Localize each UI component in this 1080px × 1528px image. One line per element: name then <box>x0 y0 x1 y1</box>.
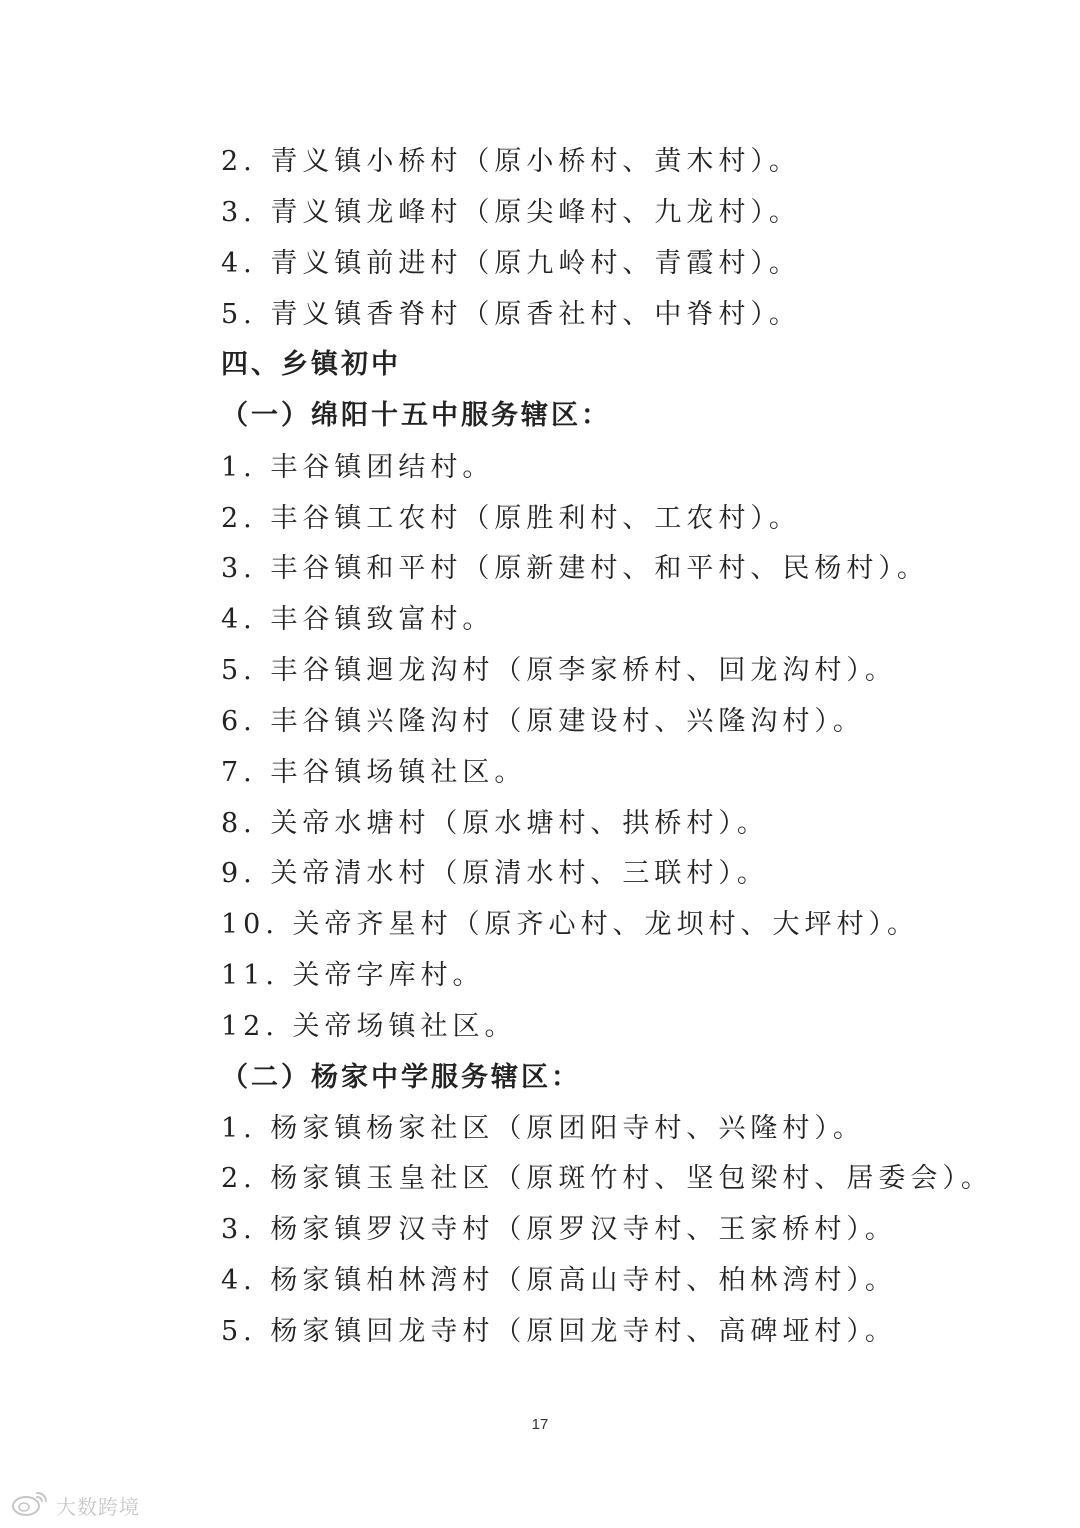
list-item: 10. 关帝齐星村（原齐心村、龙坝村、大坪村）。 <box>221 909 920 940</box>
list-item: 3. 杨家镇罗汉寺村（原罗汉寺村、王家桥村）。 <box>221 1214 897 1245</box>
list-item: 1. 杨家镇杨家社区（原团阳寺村、兴隆村）。 <box>221 1113 865 1144</box>
list-item: 2. 丰谷镇工农村（原胜利村、工农村）。 <box>221 503 801 534</box>
list-item: 4. 杨家镇柏林湾村（原高山寺村、柏林湾村）。 <box>221 1265 897 1296</box>
list-item: 3. 青义镇龙峰村（原尖峰村、九龙村）。 <box>221 197 801 228</box>
list-item: 6. 丰谷镇兴隆沟村（原建设村、兴隆沟村）。 <box>221 706 865 737</box>
section-heading: 四、乡镇初中 <box>221 349 401 380</box>
list-item: 5. 青义镇香脊村（原香社村、中脊村）。 <box>221 299 801 330</box>
list-item: 7. 丰谷镇场镇社区。 <box>221 757 527 788</box>
list-item: 12. 关帝场镇社区。 <box>221 1011 517 1042</box>
list-item: 5. 杨家镇回龙寺村（原回龙寺村、高碑垭村）。 <box>221 1316 897 1347</box>
list-item: 2. 青义镇小桥村（原小桥村、黄木村）。 <box>221 146 801 177</box>
list-item: 5. 丰谷镇迴龙沟村（原李家桥村、回龙沟村）。 <box>221 655 897 686</box>
list-item: 2. 杨家镇玉皇社区（原斑竹村、坚包梁村、居委会）。 <box>221 1163 993 1194</box>
list-item: 11. 关帝字库村。 <box>221 960 485 991</box>
list-item: 4. 青义镇前进村（原九岭村、青霞村）。 <box>221 248 801 279</box>
list-item: 8. 关帝水塘村（原水塘村、拱桥村）。 <box>221 808 769 839</box>
list-item: 9. 关帝清水村（原清水村、三联村）。 <box>221 858 769 889</box>
page-number: 17 <box>531 1416 549 1433</box>
watermark <box>10 1490 140 1520</box>
weibo-logo-icon <box>10 1489 50 1521</box>
list-item: 3. 丰谷镇和平村（原新建村、和平村、民杨村）。 <box>221 553 929 584</box>
watermark-text: 大数跨境 <box>56 1494 140 1519</box>
list-item: 4. 丰谷镇致富村。 <box>221 604 495 635</box>
subsection-heading: （二）杨家中学服务辖区： <box>221 1062 581 1093</box>
list-item: 1. 丰谷镇团结村。 <box>221 452 495 483</box>
subsection-heading: （一）绵阳十五中服务辖区： <box>221 400 611 431</box>
